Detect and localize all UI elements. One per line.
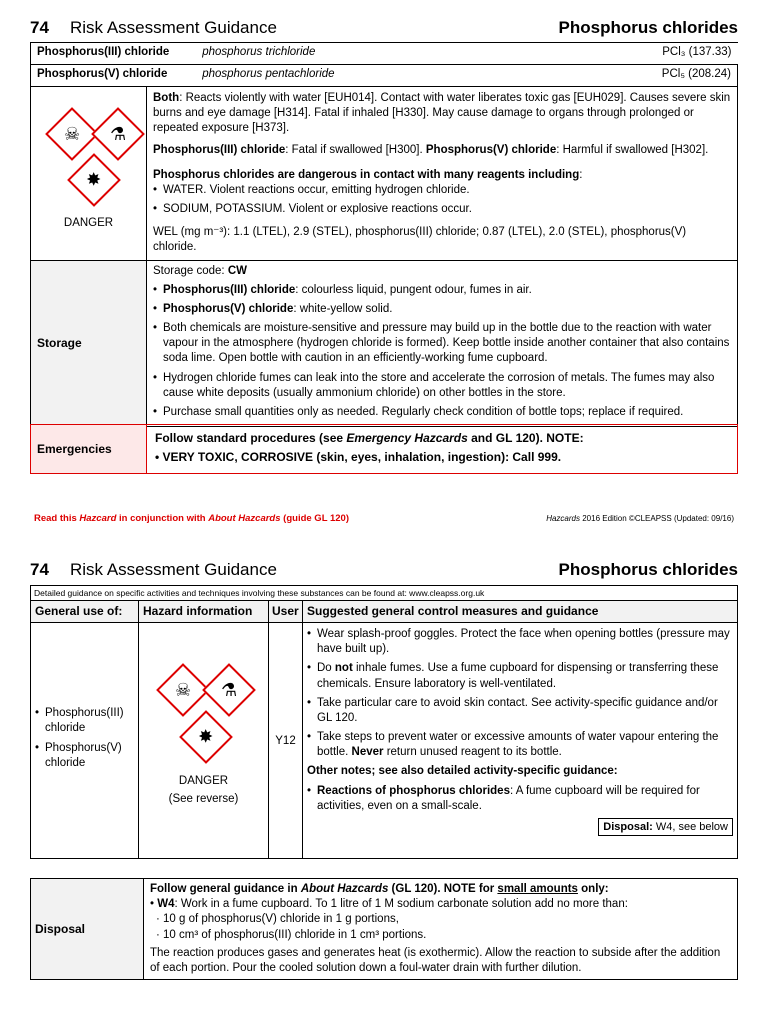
- page1-header: [30, 18, 738, 42]
- corrosive-icon: ⚗: [91, 107, 145, 161]
- control-measures: [303, 623, 738, 859]
- disposal-box: [30, 878, 738, 980]
- hazard-p5-text: : Harmful if swallowed [H302].: [556, 143, 709, 156]
- reaction-note: • Reactions of phosphorus chlorides: A fume cupboard will be required for activities, even on a small-scale.: [307, 784, 733, 814]
- hazard-p3-text: : Fatal if swallowed [H300].: [285, 143, 426, 156]
- compound-alt-name: phosphorus trichloride: [202, 46, 316, 58]
- storage-text: [147, 260, 738, 427]
- column-header: Hazard information: [139, 601, 269, 623]
- page1-table: [30, 42, 738, 427]
- use-item: • Phosphorus(III) chloride: [35, 706, 134, 736]
- signal-word: DANGER: [63, 217, 114, 229]
- storage-code-label: Storage code:: [153, 264, 228, 277]
- hazard-text: Both: Reacts violently with water [EUH014]. Contact with water liberates toxic gas [EUH029]. Causes severe skin burns and eye damage [H314]. Fatal if inhaled [H330]. May cause damage to organs through prolonged or repeated exposure [H373]. Phosphorus(III) chloride: Fatal if swallowed [H300]. Phosphorus(V) chloride: Harmful if swallowed [H302]. Phosphorus chlorides are dangerous in contact with many reagents including: • WATER. Violent reactions occur, emitting hydrogen chloride. • SODIUM, POTASSIUM. Violent or explosive reactions occur. WEL (mg m⁻³): 1.1 (LTEL), 2.9 (STEL), phosphorus(III) chloride; 0.87 (LTEL), 2.0 (STEL), phosphorus(V) chloride.: [147, 87, 738, 261]
- footer-note: Read this Hazcard in conjunction with About Hazcards (guide GL 120): [34, 513, 349, 524]
- storage-label: Storage: [31, 260, 147, 427]
- hazard-p3-label: Phosphorus(III) chloride: [153, 143, 286, 156]
- emergency-call: VERY TOXIC, CORROSIVE (skin, eyes, inhalation, ingestion): Call 999.: [162, 449, 562, 464]
- danger-heading: Phosphorus chlorides are dangerous in contact with many reagents including: [153, 168, 580, 181]
- hazard-row: [31, 87, 738, 261]
- storage-row: [31, 260, 738, 427]
- storage-item: • Hydrogen chloride fumes can leak into the store and accelerate the corrosion of metals. The fumes may also cause white deposits (usually ammonium chloride) on other bottles in the store.: [153, 371, 731, 401]
- footer-edition: Hazcards 2016 Edition ©CLEAPSS (Updated: 09/16): [546, 514, 734, 523]
- compound-row: [31, 65, 738, 87]
- measure-item: • Take particular care to avoid skin contact. See activity-specific guidance and/or GL 120.: [307, 696, 733, 726]
- emergencies-text: Follow standard procedures (see Emergency Hazcards and GL 120). NOTE: • VERY TOXIC, CORROSIVE (skin, eyes, inhalation, ingestion): Call 999.: [155, 431, 584, 464]
- storage-item: • Phosphorus(III) chloride: colourless liquid, pungent odour, fumes in air.: [153, 283, 731, 298]
- general-use: [31, 623, 139, 859]
- compound-name: Phosphorus(V) chloride: [37, 68, 168, 80]
- card-number: 74: [30, 560, 49, 579]
- disposal-closing: The reaction produces gases and generates heat (is exothermic). Allow the reaction to subside after the addition of each portion. Pour the cooled solution down a foul-water drain with further dilution.: [150, 946, 721, 974]
- hazard-pictograms: [31, 87, 147, 261]
- storage-item: • Purchase small quantities only as needed. Regularly check condition of bottle tops; replace if required.: [153, 405, 731, 420]
- hazard-p5-label: Phosphorus(V) chloride: [425, 143, 557, 156]
- column-header: General use of:: [31, 601, 139, 623]
- measure-item: • Do not inhale fumes. Use a fume cupboard for dispensing or transferring these chemicals. Ensure laboratory is well-ventilated.: [307, 661, 733, 691]
- compound-formula: PCl₅ (208.24): [661, 68, 731, 80]
- other-notes: Other notes; see also detailed activity-specific guidance:: [307, 765, 618, 778]
- toxic-skull-icon: ☠: [156, 663, 210, 717]
- column-header: Suggested general control measures and guidance: [303, 601, 738, 623]
- measure-item: • Wear splash-proof goggles. Protect the face when opening bottles (pressure may have built up).: [307, 627, 733, 657]
- health-hazard-icon: ✸: [67, 153, 121, 207]
- card-number: 74: [30, 18, 49, 37]
- substance-title: Phosphorus chlorides: [558, 560, 738, 579]
- emergencies-label: Emergencies: [31, 425, 147, 473]
- danger-item: • SODIUM, POTASSIUM. Violent or explosive reactions occur.: [153, 202, 731, 217]
- signal-word: DANGER: [178, 775, 229, 787]
- danger-item: • WATER. Violent reactions occur, emitting hydrogen chloride.: [153, 183, 731, 198]
- hazard-both-label: Both: [153, 92, 180, 104]
- compound-formula: PCl₃ (137.33): [662, 46, 732, 58]
- card-title: Risk Assessment Guidance: [70, 18, 277, 37]
- corrosive-icon: ⚗: [202, 663, 256, 717]
- disposal-step: 10 cm³ of phosphorus(III) chloride in 1 cm³ portions.: [163, 928, 427, 941]
- wel-limits: WEL (mg m⁻³): 1.1 (LTEL), 2.9 (STEL), phosphorus(III) chloride; 0.87 (LTEL), 2.0 (STEL), phosphorus(V) chloride.: [153, 226, 687, 254]
- disposal-step: 10 g of phosphorus(V) chloride in 1 g portions,: [163, 913, 399, 926]
- hazard-both-text: : Reacts violently with water [EUH014]. Contact with water liberates toxic gas [EUH029]. Causes severe skin burns and eye damage [H314]. Fatal if inhaled [H330]. May cause damage to organs through prolonged or repeated exposure [H373].: [153, 92, 731, 135]
- disposal-reference: Disposal: W4, see below: [598, 818, 733, 836]
- storage-item: • Both chemicals are moisture-sensitive and pressure may build up in the bottle due to the reaction with water vapour in the atmosphere (hydrogen chloride is formed). Keep bottle inside another container that also contains soda lime. Open bottle with caution in an efficiently-working fume cupboard.: [153, 321, 731, 367]
- compound-name: Phosphorus(III) chloride: [37, 46, 170, 58]
- column-header: User: [269, 601, 303, 623]
- guidance-row: [31, 623, 738, 859]
- see-reverse: (See reverse): [168, 793, 239, 805]
- card-title: Risk Assessment Guidance: [70, 560, 277, 579]
- guidance-note: Detailed guidance on specific activities and techniques involving these substances can be found at: www.cleapss.org.uk: [31, 586, 738, 601]
- user-level: Y12: [269, 623, 303, 859]
- toxic-skull-icon: ☠: [45, 107, 99, 161]
- compound-row: [31, 43, 738, 65]
- page2-header: [30, 560, 738, 584]
- storage-code: CW: [227, 264, 247, 277]
- use-item: • Phosphorus(V) chloride: [35, 741, 134, 771]
- compound-alt-name: phosphorus pentachloride: [202, 68, 335, 80]
- disposal-label: Disposal: [31, 879, 144, 980]
- substance-title: Phosphorus chlorides: [558, 18, 738, 37]
- measure-item: • Take steps to prevent water or excessive amounts of water vapour entering the bottle. Never return unused reagent to its bottle.: [307, 730, 733, 760]
- emergencies-box: [30, 424, 738, 474]
- table-header-row: [31, 601, 738, 623]
- storage-item: • Phosphorus(V) chloride: white-yellow solid.: [153, 302, 731, 317]
- disposal-text: Follow general guidance in About Hazcards (GL 120). NOTE for small amounts only: • W4: Work in a fume cupboard. To 1 litre of 1 M sodium carbonate solution add no more than: · 10 g of phosphorus(V) chloride in 1 g portions, · 10 cm³ of phosphorus(III) chloride in 1 cm³ portions. The reaction produces gases and generates heat (is exothermic). Allow the reaction to subside after the addition of each portion. Pour the cooled solution down a foul-water drain with further dilution.: [144, 879, 738, 980]
- health-hazard-icon: ✸: [179, 710, 233, 764]
- page2-table: [30, 585, 738, 859]
- hazard-info: [139, 623, 269, 859]
